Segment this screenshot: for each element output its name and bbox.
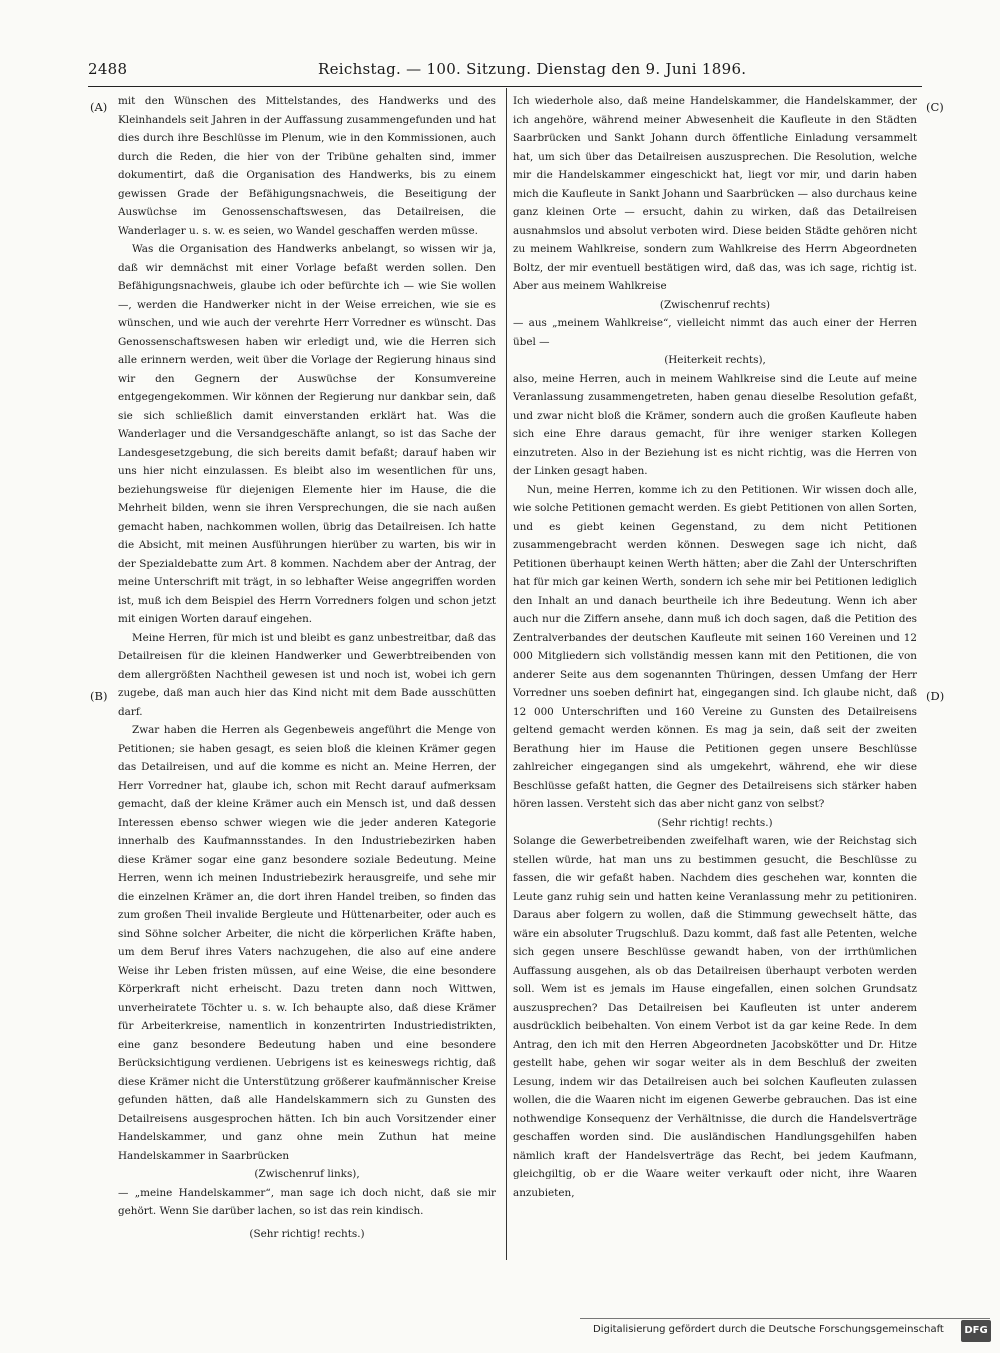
margin-marker-d: (D) — [926, 689, 945, 703]
paragraph: Solange die Gewerbetreibenden zweifelhaft waren, wie der Reichstag sich stellen würde, hat man uns zu bestimmen gesucht, die Beschlüsse zu fassen, die wir gefaßt haben. Nachdem dies geschehen war, konnten die Leute ganz ruhig sein und hatten keine Veranlassung mehr zu petitioniren. Daraus aber folgern zu wollen, daß die Stimmung gewechselt hätte, das wäre ein absoluter Trugschluß. Dazu kommt, daß fast alle Petenten, welche sich gegen unsere Beschlüsse gewandt haben, von der irrthümlichen Auffassung ausgehen, als ob das Detailreisen überhaupt verboten werden soll. Wem ist es jemals im Hause eingefallen, einen solchen Grundsatz auszusprechen? Das Detailreisen bei Kaufleuten ist unter anderem ausdrücklich beibehalten. Von einem Verbot ist da gar keine Rede. In dem Antrag, den ich mit den Herren Abgeordneten Jacobskötter und Dr. Hitze gestellt habe, gehen wir sogar weiter als in dem Beschluß der zweiten Lesung, indem wir das Detailreisen auch bei solchen Kaufleuten zulassen wollen, die die Waaren nicht im eigenen Gewerbe gebrauchen. Das ist eine nothwendige Konsequenz der Verhältnisse, die durch die Handelsverträge geschaffen worden sind. Die ausländischen Handlungsgehilfen haben nämlich kraft der Handelsverträge das Recht, bei jedem Kaufmann, gleichgiltig, ob er die Waare weiter verkauft oder nicht, ihre Waaren anzubieten, — [513, 835, 917, 1199]
paragraph: Nun, meine Herren, komme ich zu den Petitionen. Wir wissen doch alle, wie solche Petitionen gemacht werden. Es giebt Petitionen von allen Sorten, und es giebt keinen Gegenstand, zu dem nicht Petitionen zusammengebracht werden können. Deswegen sage ich nicht, daß Petitionen überhaupt keinen Werth hätten; aber die Zahl der Unterschriften hat für mich gar keinen Werth, sondern ich sehe mir bei Petitionen lediglich den Inhalt an und danach beurtheile ich ihre Bedeutung. Wenn ich aber auch nur die Ziffern ansehe, dann muß ich doch sagen, daß die Petition des Zentralverbandes der deutschen Kaufleute mit seinen 160 Vereinen und 12 000 Mitgliedern sich vollständig messen kann mit den Petitionen, die von anderer Seite aus dem sogenannten Thüringen, dessen Umfang der Herr Vorredner uns soeben definirt hat, eingegangen sind. Ich glaube nicht, daß 12 000 Unterschriften und 160 Vereine zu Gunsten des Detailreisens geltend gemacht werden können. Es mag ja sein, daß seit der zweiten Berathung hier im Hause die Petitionen gegen unsere Beschlüsse zahlreicher eingegangen sind als umgekehrt, während, ehe wir diese Beschlüsse gefaßt hatten, die Gegner des Detailreisens sich stärker haben hören lassen. Versteht sich das aber nicht ganz von selbst? — [513, 483, 917, 810]
margin-marker-b: (B) — [90, 689, 108, 703]
digitization-credit: Digitalisierung gefördert durch die Deutsche Forschungsgemeinschaft — [593, 1324, 944, 1335]
right-column — [513, 92, 917, 1260]
paragraph: — aus „meinem Wahlkreise“, vielleicht nimmt das auch einer der Herren übel — — [513, 317, 917, 348]
paragraph: Ich wiederhole also, daß meine Handelskammer, die Handelskammer, der ich angehöre, während meiner Abwesenheit die Kaufleute in den Städten Saarbrücken und Sankt Johann durch öffentliche Einladung versammelt hat, um sich über das Detailreisen auszusprechen. Die Resolution, welche mir die Handelskammer eingeschickt hat, liegt vor mir, und darin haben mich die Kaufleute in Sankt Johann und Saarbrücken — also durchaus keine ganz kleinen Orte — ersucht, dahin zu wirken, daß das Detailreisen ausnahmslos und absolut verboten wird. Diese beiden Städte gehören nicht zu meinem Wahlkreise, sondern zum Wahlkreise des Herrn Abgeordneten Boltz, der mir eventuell bestätigen wird, daß das, was ich sage, richtig ist. Aber aus meinem Wahlkreise — [513, 95, 917, 292]
column-divider — [506, 88, 507, 1260]
paragraph: also, meine Herren, auch in meinem Wahlkreise sind die Leute auf meine Veranlassung zusammengetreten, haben genau dieselbe Resolution gefaßt, und zwar nicht bloß die Krämer, sondern auch die großen Kaufleute haben sich eine Ehre daraus gemacht, für ihre weniger starken Kollegen einzutreten. Also in der Beziehung ist es nicht richtig, was die Herren von der Linken gesagt haben. — [513, 372, 917, 477]
paragraph: Zwar haben die Herren als Gegenbeweis angeführt die Menge von Petitionen; sie haben gesagt, es seien bloß die kleinen Krämer gegen das Detailreisen, und auf die komme es nicht an. Meine Herren, der Herr Vorredner hat, glaube ich, schon mit Recht darauf aufmerksam gemacht, daß der kleine Krämer auch ein Mensch ist, und daß dessen Interessen ebenso schwer wiegen wie die jeder anderen Kategorie innerhalb des Kaufmannsstandes. In den Industriebezirken haben diese Krämer sogar eine ganz besondere soziale Bedeutung. Meine Herren, wenn ich meinen Industriebezirk herausgreife, und sehe mir die einzelnen Krämer an, die dort ihren Handel treiben, so finden das zum großen Theil invalide Bergleute und Hüttenarbeiter, oder auch es sind Söhne solcher Arbeiter, die nicht die körperlichen Kräfte haben, um dem Beruf ihres Vaters nachzugehen, die also auf eine andere Weise ihr Leben fristen müssen, auf eine Weise, die eine besondere Körperkraft nicht erheischt. Dazu treten dann noch Wittwen, unverheiratete Töchter u. s. w. Ich behaupte also, daß diese Krämer für Arbeiterkreise, namentlich in konzentrirten Industriedistrikten, eine ganz besondere Bedeutung haben und eine besondere Berücksichtigung verdienen. Uebrigens ist es keineswegs richtig, daß diese Krämer nicht die Unterstützung größerer kaufmännischer Kreise gefunden hätten, daß alle Handelskammern sich zu Gunsten des Detailreisens ausgesprochen hätten. Ich bin auch Vorsitzender einer Handelskammer, und ganz ohne mein Zuthun hat meine Handelskammer in Saarbrücken — [118, 724, 496, 1162]
page-number: 2488 — [88, 60, 128, 78]
digitization-footer — [593, 1320, 993, 1344]
footer-rule — [580, 1318, 990, 1319]
paragraph: Was die Organisation des Handwerks anbelangt, so wissen wir ja, daß wir demnächst mit einer Vorlage befaßt werden sollen. Den Befähigungsnachweis, glaube ich oder befürchte ich — wie Sie wollen —, werden die Handwerker nicht in der Weise erreichen, wie sie es wünschen, und wie auch der verehrte Herr Vorredner es wünscht. Das Genossenschaftswesen haben wir erledigt und, wie die Herren sich alle erinnern werden, weit über die Vorlage der Regierung hinaus sind wir den Gegnern der Auswüchse der Konsumvereine entgegengekommen. Wir können der Regierung nur dankbar sein, daß sie sich schließlich damit einverstanden erklärt hat. Was die Wanderlager und die Versandgeschäfte anlangt, so ist das Sache der Landesgesetzgebung, die sich bereits damit befaßt; darauf haben wir uns hier nicht einzulassen. Es bleibt also im wesentlichen für uns, beziehungsweise für diejenigen Elemente hier im Hause, die die Mehrheit bilden, wenn sie ihren Versprechungen, die sie nach außen gemacht haben, nachkommen wollen, übrig das Detailreisen. Ich hatte die Absicht, mit meinen Ausführungen hierüber zu warten, bis wir in der Spezialdebatte zum Art. 8 kommen. Nachdem aber der Antrag, der meine Unterschrift mit trägt, in so lebhafter Weise angegriffen worden ist, muß ich dem Beispiel des Herrn Vorredners folgen und schon jetzt mit einigen Worten darauf eingehen. — [118, 243, 496, 625]
margin-marker-a: (A) — [90, 100, 108, 114]
interjection: (Heiterkeit rechts), — [664, 354, 766, 366]
interjection: (Sehr richtig! rechts.) — [249, 1227, 365, 1240]
running-header — [88, 60, 922, 84]
paragraph: — „meine Handelskammer“, man sage ich doch nicht, daß sie mir gehört. Wenn Sie darüber lachen, so ist das rein kindisch. — [118, 1186, 496, 1217]
left-column — [118, 92, 496, 1260]
paragraph: Meine Herren, für mich ist und bleibt es ganz unbestreitbar, daß das Detailreisen für die kleinen Handwerker und Gewerbtreibenden von dem allergrößten Nachtheil gewesen ist und noch ist, wobei ich gern zugebe, daß man auch hier das Kind nicht mit dem Bade ausschütten darf. — [118, 631, 496, 718]
header-rule — [88, 86, 922, 87]
interjection: (Zwischenruf links), — [254, 1168, 360, 1180]
paragraph: mit den Wünschen des Mittelstandes, des Handwerks und des Kleinhandels seit Jahren in der Auffassung zusammengefunden und hat dies durch ihre Beschlüsse im Plenum, wie in den Kommissionen, auch durch die Reden, die hier von der Tribüne gehalten sind, immer dokumentirt, daß die Organisation des Handwerks, bis zu einem gewissen Grade der Befähigungsnachweis, die Beseitigung der Auswüchse im Genossenschaftswesen, das Detailreisen, die Wanderlager u. s. w. es seien, wo Wandel geschaffen werden müsse. — [118, 95, 496, 237]
interjection: (Zwischenruf rechts) — [659, 298, 771, 311]
interjection: (Sehr richtig! rechts.) — [657, 816, 773, 829]
running-head: Reichstag. — 100. Sitzung. Dienstag den 9. Juni 1896. — [318, 60, 747, 78]
dfg-logo: DFG — [961, 1320, 991, 1342]
margin-marker-c: (C) — [926, 100, 944, 114]
